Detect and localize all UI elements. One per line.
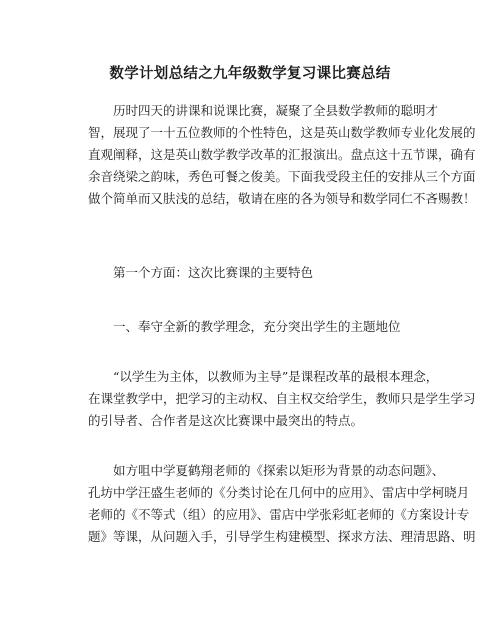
- paragraph-intro: [88, 100, 476, 210]
- text-line: 历时四天的讲课和说课比赛，凝聚了全县数学教师的聪明才: [113, 103, 439, 118]
- paragraph-concept: [88, 366, 476, 432]
- text-line: 智，展现了一十五位教师的个性特色，这是英山数学教师专业化发展的: [88, 125, 476, 140]
- paragraph-examples: [88, 460, 476, 548]
- text-line: 做个简单而又肤浅的总结，敬请在座的各为领导和数学同仁不吝赐教！: [88, 191, 476, 206]
- document-title: 数学计划总结之九年级数学复习课比赛总结: [109, 65, 391, 82]
- subsection-heading: [88, 316, 420, 338]
- text-line: 一、奉守全新的教学理念，充分突出学生的主题地位: [113, 319, 401, 334]
- text-line: 如方咀中学夏鹤翔老师的《探索以矩形为背景的动态问题》、: [113, 463, 445, 478]
- text-line: 直观阐释，这是英山数学教学改革的汇报演出。盘点这十五节课，确有: [88, 147, 476, 162]
- text-line: 的引导者、合作者是这次比赛课中最突出的特点。: [88, 413, 364, 428]
- text-line: 第一个方面：这次比赛课的主要特色: [113, 265, 314, 280]
- text-line: 题》等课，从问题入手，引导学生构建模型、探求方法、理清思路、明: [88, 529, 476, 544]
- text-line: 在课堂教学中，把学习的主动权、自主权交给学生，教师只是学生学习: [88, 391, 476, 406]
- section-heading: [88, 262, 420, 284]
- text-line: 余音绕梁之韵味，秀色可餐之俊美。下面我受段主任的安排从三个方面: [88, 169, 476, 184]
- text-line: 孔坊中学汪盛生老师的《分类讨论在几何中的应用》、雷店中学柯晓月: [88, 485, 470, 500]
- text-line: “以学生为主体，以教师为主导”是课程改革的最根本理念，: [113, 369, 439, 384]
- text-line: 老师的《不等式（组）的应用》、雷店中学张彩虹老师的《方案设计专: [88, 507, 470, 522]
